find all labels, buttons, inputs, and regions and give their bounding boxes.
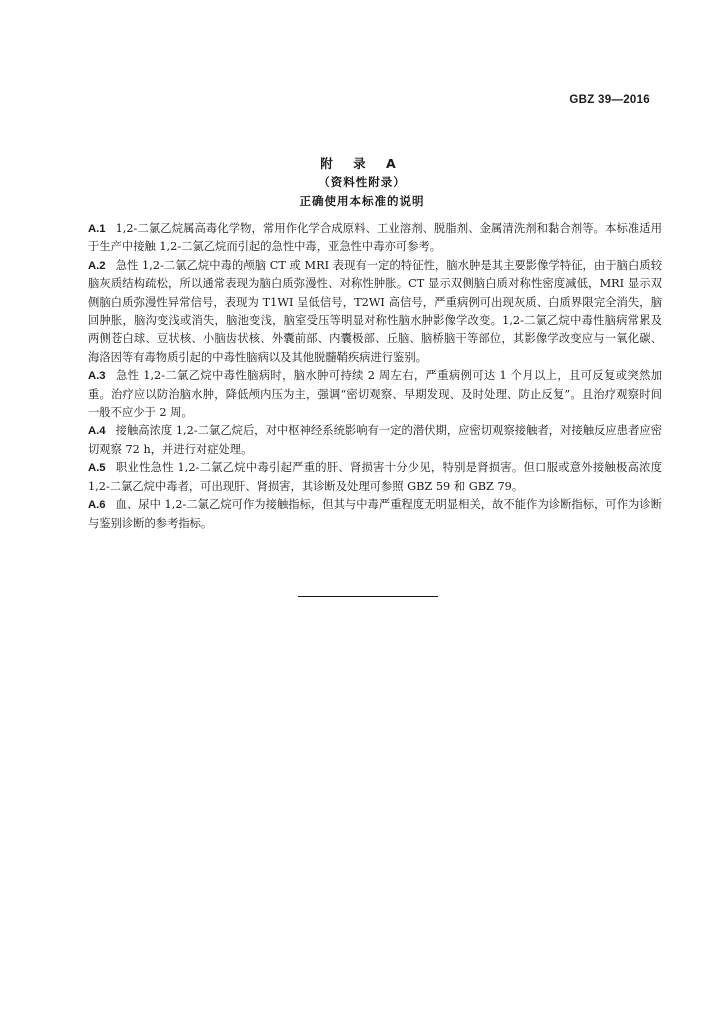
clause-number: A.4 bbox=[88, 425, 106, 438]
clause-number: A.5 bbox=[88, 462, 106, 475]
appendix-type: （资料性附录） bbox=[318, 175, 406, 189]
clause-number: A.3 bbox=[88, 370, 106, 383]
clause-text: 1,2-二氯乙烷属高毒化学物，常用作化学合成原料、工业溶剂、脱脂剂、金属清洗剂和黏合剂等。本标准适用于生产中接触 1,2-二氯乙烷而引起的急性中毒，亚急性中毒亦可参考。 bbox=[88, 222, 662, 254]
standard-code: GBZ 39—2016 bbox=[569, 94, 650, 106]
clause-text: 职业性急性 1,2-二氯乙烷中毒引起严重的肝、肾损害十分少见，特别是肾损害。但口服或意外接触极高浓度 1,2-二氯乙烷中毒者，可出现肝、肾损害，其诊断及处理可参照 GBZ 59 和 GBZ 79。 bbox=[88, 461, 662, 493]
clause-a2 bbox=[88, 257, 662, 367]
appendix-subtitle: 正确使用本标准的说明 bbox=[299, 194, 425, 208]
clause-text: 急性 1,2-二氯乙烷中毒性脑病时，脑水肿可持续 2 周左右，严重病例可达 1 个月以上，且可反复或突然加重。治疗应以防治脑水肿，降低颅内压为主，强调“密切观察、早期发现、及时处理、防止反复”。且治疗观察时间一般不应少于 2 周。 bbox=[88, 369, 662, 420]
clause-a5 bbox=[88, 459, 662, 496]
appendix-title: 附 录 A bbox=[320, 156, 404, 171]
clause-a6 bbox=[88, 496, 662, 533]
clause-text: 接触高浓度 1,2-二氯乙烷后，对中枢神经系统影响有一定的潜伏期，应密切观察接触者，对接触反应患者应密切观察 72 h，并进行对症处理。 bbox=[88, 424, 662, 456]
clause-a4 bbox=[88, 422, 662, 459]
clause-a1 bbox=[88, 220, 662, 257]
clause-number: A.1 bbox=[88, 223, 106, 235]
clause-a3 bbox=[88, 367, 662, 422]
clause-number: A.2 bbox=[88, 259, 106, 272]
clause-text: 急性 1,2-二氯乙烷中毒的颅脑 CT 或 MRI 表现有一定的特征性，脑水肿是其主要影像学特征，由于脑白质较脑灰质结构疏松，所以通常表现为脑白质弥漫性、对称性肿胀。CT 显示双侧脑白质对称性密度减低，MRI 显示双侧脑白质弥漫性异常信号，表现为 T1WI 呈低信号，T2WI 高信号，严重病例可出现灰质、白质界限完全消失，脑回肿胀，脑沟变浅或消失，脑池变浅，脑室受压等明显对称性脑水肿影像学改变。1,2-二氯乙烷中毒性脑病常累及两侧苍白球、豆状核、小脑齿状核、外囊前部、内囊极部、丘脑、脑桥脑干等部位，其影像学改变应与一氧化碳、海洛因等有毒物质引起的中毒性脑病以及其他脱髓鞘疾病进行鉴别。 bbox=[88, 258, 662, 364]
end-of-document-rule bbox=[298, 596, 438, 597]
clause-text: 血、尿中 1,2-二氯乙烷可作为接触指标，但其与中毒严重程度无明显相关，故不能作为诊断指标，可作为诊断与鉴别诊断的参考指标。 bbox=[88, 498, 662, 530]
appendix-body bbox=[88, 220, 662, 533]
clause-number: A.6 bbox=[88, 499, 106, 512]
